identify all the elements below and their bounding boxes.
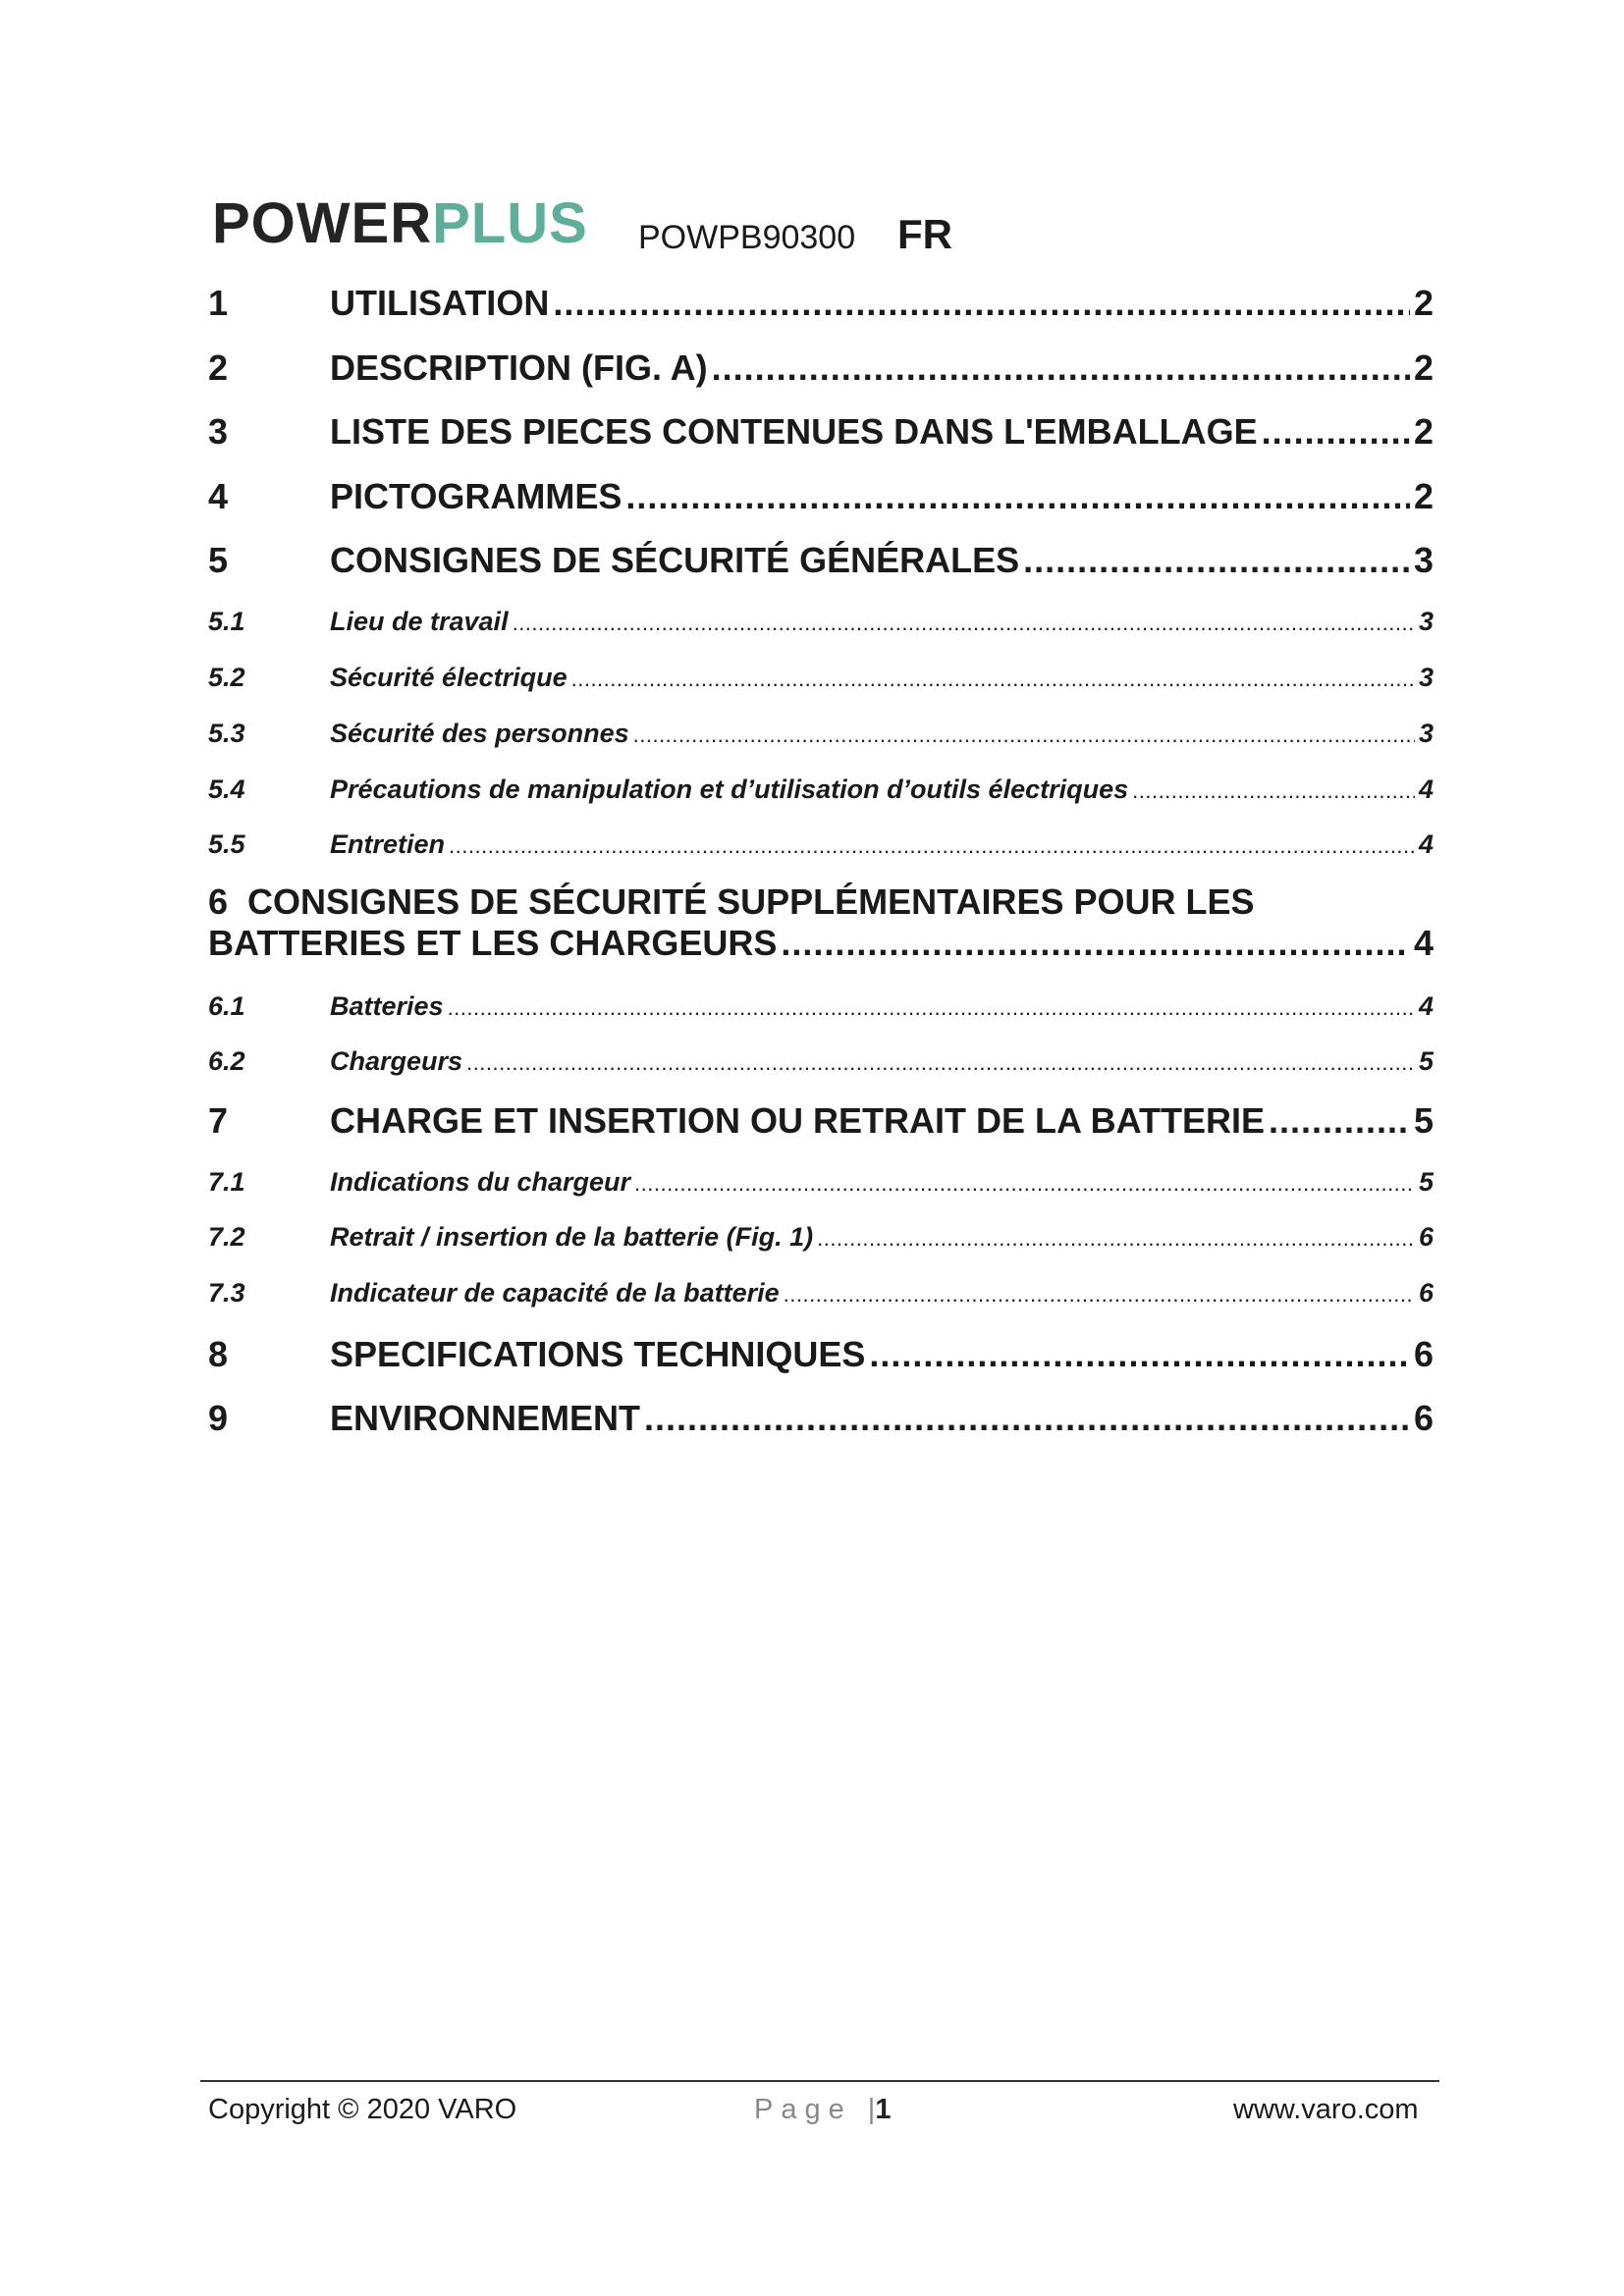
- toc-entry-title-line1: [208, 881, 1434, 923]
- toc-entry-title: Sécurité électrique: [330, 663, 568, 692]
- toc-entry-4[interactable]: [208, 472, 1434, 521]
- powerplus-logo: POWERPLUS: [212, 191, 588, 255]
- document-header: [212, 192, 1439, 271]
- toc-entry-number: 3: [208, 411, 229, 452]
- toc-leader-dots: [1132, 772, 1415, 811]
- toc-entry-page: 2: [1413, 411, 1434, 452]
- toc-leader-dots: [466, 1043, 1415, 1083]
- toc-entry-2[interactable]: [208, 344, 1434, 393]
- toc-entry-3[interactable]: [208, 407, 1434, 456]
- toc-entry-number: 5.2: [208, 663, 245, 692]
- model-number: POWPB90300: [638, 219, 856, 256]
- toc-entry-title: UTILISATION: [330, 283, 550, 323]
- toc-entry-title: Chargeurs: [330, 1046, 463, 1076]
- toc-entry-number: 5.5: [208, 829, 245, 859]
- toc-entry-6-1[interactable]: [208, 987, 1434, 1026]
- toc-leader-dots: [633, 716, 1415, 755]
- toc-entry-title: Lieu de travail: [330, 607, 509, 636]
- toc-entry-page: 3: [1418, 719, 1434, 748]
- language-code: FR: [897, 211, 952, 257]
- toc-entry-number: 5.3: [208, 719, 245, 748]
- toc-entry-number: 1: [208, 283, 229, 323]
- toc-entry-7[interactable]: [208, 1096, 1434, 1146]
- toc-entry-page: 3: [1418, 663, 1434, 692]
- toc-entry-6-2[interactable]: [208, 1041, 1434, 1081]
- toc-entry-page: 3: [1413, 540, 1434, 580]
- toc-entry-9[interactable]: [208, 1394, 1434, 1443]
- toc-entry-5-4[interactable]: [208, 770, 1434, 809]
- footer-separator: |: [867, 2094, 876, 2125]
- toc-entry-page: 5: [1413, 1100, 1434, 1141]
- toc-entry-5-1[interactable]: [208, 602, 1434, 641]
- toc-entry-number: 7.1: [208, 1167, 245, 1197]
- toc-leader-dots: [625, 472, 1410, 521]
- toc-entry-title: PICTOGRAMMES: [330, 476, 623, 516]
- toc-leader-dots: [634, 1164, 1415, 1203]
- toc-leader-dots: [513, 604, 1415, 643]
- toc-leader-dots: [644, 1394, 1410, 1443]
- footer-page-indicator: [754, 2092, 891, 2127]
- toc-entry-page: 6: [1413, 1334, 1434, 1374]
- toc-leader-dots: [1269, 1096, 1410, 1146]
- toc-entry-page: 6: [1418, 1222, 1434, 1252]
- toc-entry-page: 3: [1418, 607, 1434, 636]
- toc-entry-number: 5: [208, 540, 229, 580]
- toc-entry-title: CONSIGNES DE SÉCURITÉ GÉNÉRALES: [330, 540, 1020, 580]
- toc-entry-title: LISTE DES PIECES CONTENUES DANS L'EMBALLAGE: [330, 411, 1258, 452]
- toc-entry-title: SPECIFICATIONS TECHNIQUES: [330, 1334, 866, 1374]
- toc-entry-number: 5.1: [208, 607, 245, 636]
- toc-entry-title: Indicateur de capacité de la batterie: [330, 1278, 780, 1308]
- toc-leader-dots: [869, 1330, 1410, 1379]
- toc-entry-page: 5: [1418, 1046, 1434, 1076]
- toc-leader-dots: [784, 1275, 1415, 1314]
- toc-leader-dots: [571, 660, 1415, 699]
- toc-entry-number: 9: [208, 1398, 229, 1438]
- toc-entry-title: Retrait / insertion de la batterie (Fig. 1): [330, 1222, 814, 1252]
- toc-entry-title: ENVIRONNEMENT: [330, 1398, 641, 1438]
- toc-entry-1[interactable]: [208, 279, 1434, 328]
- toc-entry-number: 5.4: [208, 774, 245, 804]
- toc-leader-dots: [712, 344, 1410, 393]
- toc-entry-page: 6: [1418, 1278, 1434, 1308]
- toc-entry-8[interactable]: [208, 1330, 1434, 1379]
- toc-entry-page: 4: [1413, 923, 1434, 963]
- toc-entry-page: 2: [1413, 347, 1434, 388]
- toc-entry-title: Sécurité des personnes: [330, 719, 629, 748]
- toc-leader-dots: [1262, 407, 1410, 456]
- toc-entry-page: 2: [1413, 283, 1434, 323]
- toc-leader-dots: [1023, 536, 1410, 585]
- footer-page-label: Page: [754, 2094, 852, 2125]
- toc-entry-number: 7.3: [208, 1278, 245, 1308]
- toc-entry-7-1[interactable]: [208, 1162, 1434, 1201]
- toc-leader-dots: [448, 988, 1415, 1028]
- toc-entry-6[interactable]: [208, 881, 1434, 964]
- toc-leader-dots: [553, 279, 1410, 328]
- toc-entry-5-5[interactable]: [208, 825, 1434, 864]
- footer-website-link[interactable]: www.varo.com: [1233, 2094, 1419, 2125]
- toc-entry-title: CHARGE ET INSERTION OU RETRAIT DE LA BATTERIE: [330, 1100, 1266, 1141]
- toc-entry-5[interactable]: [208, 536, 1434, 585]
- toc-entry-page: 2: [1413, 476, 1434, 516]
- footer-page-number: 1: [875, 2094, 892, 2125]
- footer-divider: [200, 2080, 1439, 2082]
- toc-entry-number: 2: [208, 347, 229, 388]
- toc-entry-title: Précautions de manipulation et d’utilisation d’outils électriques: [330, 774, 1129, 804]
- toc-entry-page: 4: [1418, 774, 1434, 804]
- toc-entry-7-3[interactable]: [208, 1273, 1434, 1312]
- toc-entry-title: Batteries: [330, 991, 444, 1021]
- toc-entry-page: 6: [1413, 1398, 1434, 1438]
- toc-entry-title: BATTERIES ET LES CHARGEURS: [208, 923, 778, 963]
- toc-entry-number: 7.2: [208, 1222, 245, 1252]
- toc-entry-page: 5: [1418, 1167, 1434, 1197]
- toc-entry-number: 4: [208, 476, 229, 516]
- toc-entry-title: Entretien: [330, 829, 446, 859]
- footer-copyright: Copyright © 2020 VARO: [208, 2094, 517, 2125]
- toc-entry-5-3[interactable]: [208, 714, 1434, 753]
- toc-entry-number: 6.2: [208, 1046, 245, 1076]
- toc-entry-page: 4: [1418, 991, 1434, 1021]
- toc-entry-title: CONSIGNES DE SÉCURITÉ SUPPLÉMENTAIRES POUR LES: [247, 881, 1255, 922]
- toc-entry-number: 6.1: [208, 991, 245, 1021]
- toc-leader-dots: [781, 923, 1410, 964]
- toc-entry-title-line2: [208, 923, 1434, 964]
- toc-entry-number: 8: [208, 1334, 229, 1374]
- toc-entry-7-2[interactable]: [208, 1217, 1434, 1256]
- toc-entry-5-2[interactable]: [208, 658, 1434, 697]
- toc-leader-dots: [449, 827, 1415, 866]
- toc-entry-title: DESCRIPTION (FIG. A): [330, 347, 708, 388]
- toc-entry-title: Indications du chargeur: [330, 1167, 631, 1197]
- toc-leader-dots: [817, 1219, 1415, 1258]
- toc-entry-number: 7: [208, 1100, 229, 1141]
- toc-entry-page: 4: [1418, 829, 1434, 859]
- toc-entry-number: 6: [208, 881, 229, 922]
